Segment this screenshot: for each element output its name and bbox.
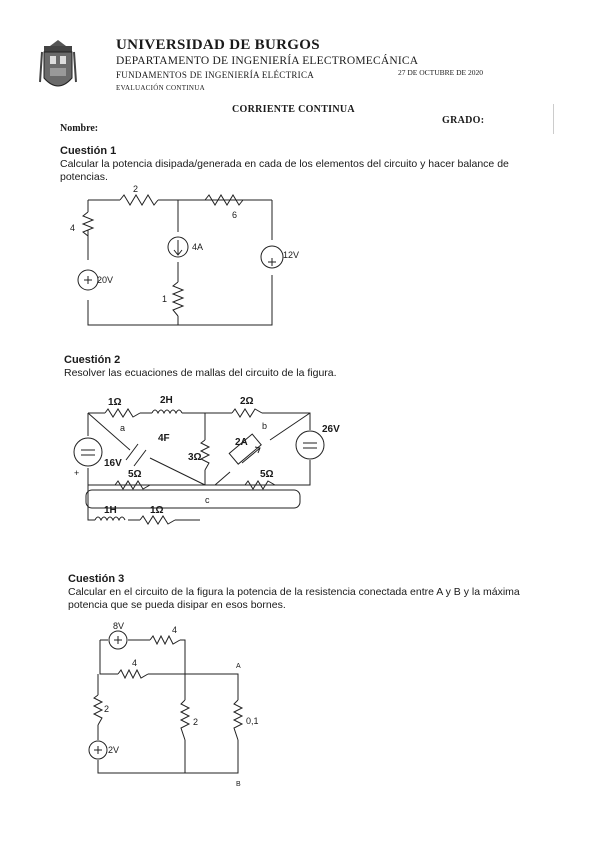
label-r6: 1Ω [150, 505, 164, 516]
label-r-load: 0,1 [246, 716, 259, 726]
resistor-2-center [181, 700, 189, 740]
mesh-b-label: b [262, 421, 268, 431]
exam-date: 27 DE OCTUBRE DE 2020 [398, 68, 483, 77]
resistor-load [234, 700, 242, 740]
question-2-title: Cuestión 2 [64, 354, 121, 366]
label-r-bottom: 1 [162, 294, 168, 304]
label-l2: 1H [104, 505, 117, 516]
page-title: CORRIENTE CONTINUA [232, 104, 355, 115]
label-cap: 4F [158, 433, 170, 444]
university-name: UNIVERSIDAD DE BURGOS [116, 37, 320, 53]
node-a-label: A [236, 663, 241, 670]
question-3-title: Cuestión 3 [68, 573, 125, 585]
label-r-left-q3: 2 [104, 704, 110, 714]
label-r1: 1Ω [108, 397, 122, 408]
name-field-label: Nombre: [60, 123, 99, 134]
label-r-left: 4 [70, 223, 76, 233]
grado-field-label: GRADO: [442, 115, 485, 126]
label-plus: + [74, 468, 80, 478]
resistor-4-top [150, 636, 180, 644]
label-r-center-q3: 2 [193, 717, 199, 727]
evaluation-type: EVALUACIÓN CONTINUA [116, 84, 205, 92]
label-current-source: 4A [192, 242, 204, 252]
resistor-4-mid [118, 670, 148, 678]
label-r-top: 2 [133, 184, 139, 194]
label-r5: 5Ω [260, 469, 274, 480]
subject-name: FUNDAMENTOS DE INGENIERÍA ELÉCTRICA [116, 70, 315, 80]
mesh-c-label: c [205, 495, 210, 505]
label-r2: 2Ω [240, 396, 254, 407]
label-v-right: 12V [283, 250, 300, 260]
label-v-left-16: 16V [104, 458, 122, 469]
label-l1: 2H [160, 395, 173, 406]
question-1-title: Cuestión 1 [60, 145, 117, 157]
resistor-2-left [94, 695, 102, 725]
label-v-left: 20V [97, 275, 114, 285]
label-v-left-q3: 2V [108, 745, 120, 755]
label-v-top: 8V [113, 621, 125, 631]
label-r-mid-q3: 4 [132, 658, 138, 668]
department-name: DEPARTAMENTO DE INGENIERÍA ELECTROMECÁNICA [116, 55, 419, 67]
question-3-text: Calcular en el circuito de la figura la potencia de la resistencia conectada entre A y B y la máxima potencia que se pueda disipar en esos bornes. [68, 586, 520, 611]
label-v-right-26: 26V [322, 424, 340, 435]
question-2-text: Resolver las ecuaciones de mallas del circuito de la figura. [64, 367, 337, 379]
mesh-a-label: a [120, 423, 126, 433]
label-r-right: 6 [232, 210, 238, 220]
label-r4: 5Ω [128, 469, 142, 480]
label-r3: 3Ω [188, 452, 202, 463]
question-1-text: Calcular la potencia disipada/generada en cada de los elementos del circuito y hacer balance de potencias. [60, 158, 509, 183]
label-current-2a: 2A [235, 437, 248, 448]
node-b-label: B [236, 781, 241, 788]
label-r-top-q3: 4 [172, 625, 178, 635]
